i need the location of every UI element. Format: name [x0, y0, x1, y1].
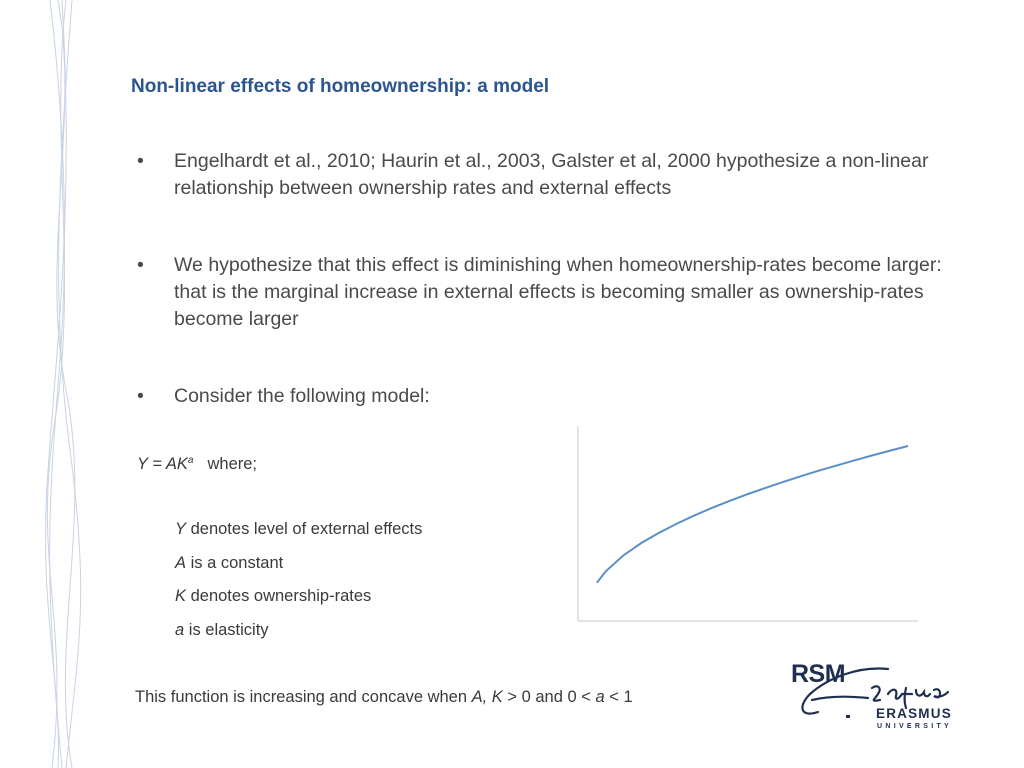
decorative-lines	[0, 0, 110, 768]
definition-symbol: Y	[175, 520, 187, 538]
conclusion-text	[135, 688, 633, 707]
definition-symbol: a	[175, 621, 185, 639]
definition-text: is a constant	[186, 554, 284, 572]
rsm-erasmus-logo	[788, 660, 968, 735]
formula-lhs: Y = AK	[137, 455, 188, 473]
slide-title: Non-linear effects of homeownership: a model	[131, 76, 550, 97]
definition-item	[175, 621, 269, 640]
bullet-text: Consider the following model:	[174, 385, 430, 407]
model-formula	[137, 455, 257, 474]
logo-subtitle: UNIVERSITY	[877, 723, 953, 730]
bullet-dot: •	[137, 150, 144, 172]
conclusion-vars: A, K	[471, 688, 503, 706]
definition-item	[175, 554, 283, 573]
bullet-dot: •	[137, 385, 144, 407]
definition-text: denotes level of external effects	[186, 520, 423, 538]
definition-item	[175, 587, 371, 606]
formula-where: where;	[207, 455, 258, 473]
concave-curve-chart	[572, 424, 922, 626]
definition-text: is elasticity	[184, 621, 269, 639]
logo-name: ERASMUS	[876, 706, 952, 721]
formula-exponent: a	[187, 455, 194, 466]
definition-symbol: A	[175, 554, 187, 572]
bullet-text: We hypothesize that this effect is diminishing when homeownership-rates become larger: that is the marginal increase in external effects is becoming smaller as ownership-rates become larger	[174, 254, 942, 330]
series-line	[597, 446, 908, 583]
bullet-text: Engelhardt et al., 2010; Haurin et al., 2003, Galster et al, 2000 hypothesize a non-linear relationship between ownership rates and external effects	[174, 150, 929, 199]
conclusion-cond2: < 1	[604, 688, 633, 706]
logo-acronym: RSM	[791, 660, 846, 688]
definition-item	[175, 520, 422, 539]
conclusion-prefix: This function is increasing and concave when	[135, 688, 472, 706]
definition-symbol: K	[175, 587, 187, 605]
conclusion-var2: a	[595, 688, 605, 706]
conclusion-cond1: > 0 and 0 <	[502, 688, 596, 706]
definition-text: denotes ownership-rates	[186, 587, 372, 605]
bullet-dot: •	[137, 254, 144, 276]
